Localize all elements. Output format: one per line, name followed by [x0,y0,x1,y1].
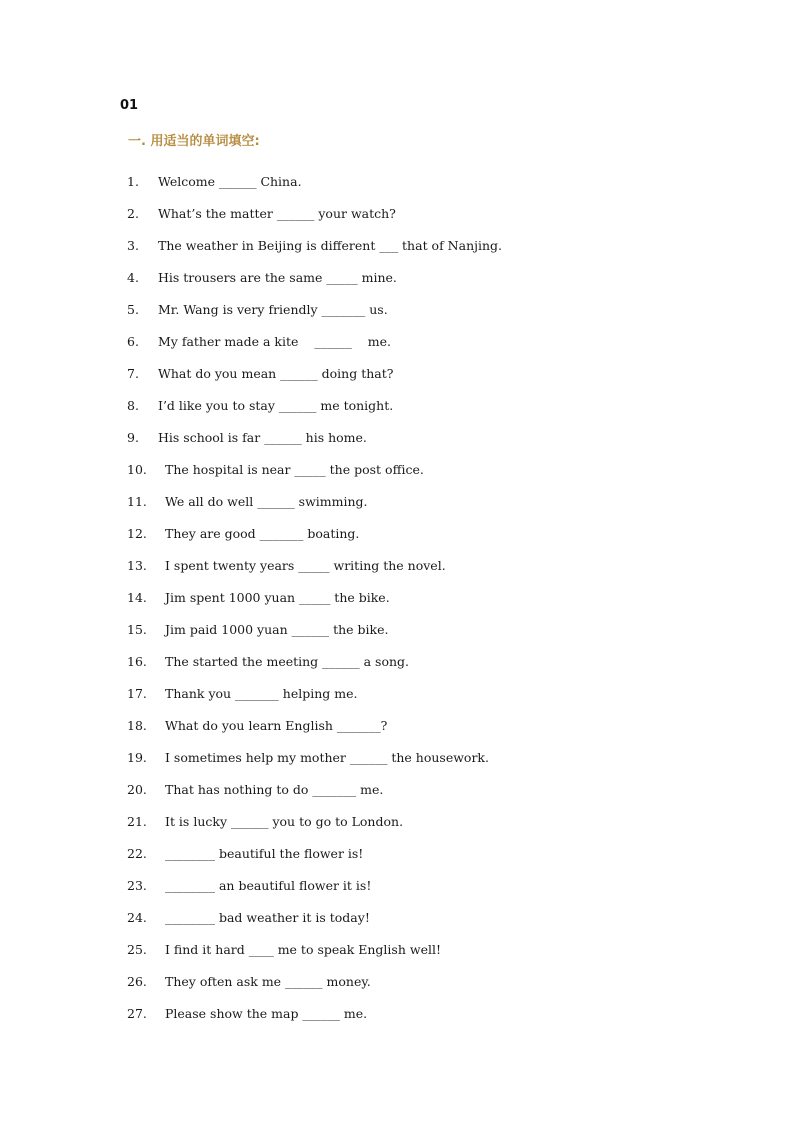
question-text: The hospital is near _____ the post office. [165,462,424,477]
question-text: They often ask me ______ money. [165,974,371,989]
question-item [127,588,502,620]
question-number: 18. [127,718,147,733]
question-item [127,748,502,780]
question-text: His trousers are the same _____ mine. [158,270,397,285]
question-item [127,652,502,684]
question-number: 6. [127,334,139,349]
question-number: 16. [127,654,147,669]
question-item [127,492,502,524]
question-item [127,556,502,588]
question-text: I sometimes help my mother ______ the housework. [165,750,489,765]
question-text: What do you mean ______ doing that? [158,366,394,381]
question-number: 3. [127,238,139,253]
question-text: ________ beautiful the flower is! [165,846,364,861]
question-item [127,300,502,332]
question-number: 17. [127,686,147,701]
question-text: What do you learn English _______? [165,718,388,733]
question-number: 26. [127,974,147,989]
question-text: I spent twenty years _____ writing the novel. [165,558,446,573]
section-heading: 一. 用适当的单词填空: [128,134,260,149]
question-item [127,684,502,716]
question-item [127,812,502,844]
question-number: 24. [127,910,147,925]
question-list [127,172,502,1036]
question-text: The started the meeting ______ a song. [165,654,410,669]
question-text: Mr. Wang is very friendly _______ us. [158,302,388,317]
question-text: It is lucky ______ you to go to London. [165,814,404,829]
question-text: I find it hard ____ me to speak English well! [165,942,441,957]
question-number: 27. [127,1006,147,1021]
question-number: 14. [127,590,147,605]
question-number: 10. [127,462,147,477]
question-text: What’s the matter ______ your watch? [158,206,396,221]
question-text: Please show the map ______ me. [165,1006,368,1021]
question-item [127,524,502,556]
question-number: 4. [127,270,139,285]
question-text: Jim spent 1000 yuan _____ the bike. [165,590,390,605]
question-text: That has nothing to do _______ me. [165,782,384,797]
question-number: 7. [127,366,139,381]
question-number: 23. [127,878,147,893]
section-number: 01 [120,98,139,113]
question-item [127,204,502,236]
question-item [127,1004,502,1036]
question-item [127,396,502,428]
question-item [127,780,502,812]
question-item [127,428,502,460]
question-item [127,940,502,972]
question-item [127,268,502,300]
question-text: Jim paid 1000 yuan ______ the bike. [165,622,389,637]
question-text: I’d like you to stay ______ me tonight. [158,398,394,413]
question-item [127,332,502,364]
question-text: We all do well ______ swimming. [165,494,368,509]
question-number: 21. [127,814,147,829]
question-number: 12. [127,526,147,541]
question-text: His school is far ______ his home. [158,430,367,445]
question-text: They are good _______ boating. [165,526,360,541]
question-item [127,364,502,396]
question-number: 5. [127,302,139,317]
question-number: 25. [127,942,147,957]
question-text: The weather in Beijing is different ___ that of Nanjing. [158,238,503,253]
question-number: 8. [127,398,139,413]
question-item [127,620,502,652]
question-item [127,876,502,908]
question-text: Thank you _______ helping me. [165,686,358,701]
question-number: 11. [127,494,147,509]
question-item [127,460,502,492]
question-number: 19. [127,750,147,765]
question-text: My father made a kite ______ me. [158,334,391,349]
question-item [127,236,502,268]
question-item [127,716,502,748]
question-item [127,908,502,940]
question-number: 2. [127,206,139,221]
question-number: 20. [127,782,147,797]
question-number: 22. [127,846,147,861]
question-number: 1. [127,174,139,189]
question-item [127,844,502,876]
question-text: Welcome ______ China. [158,174,302,189]
question-number: 15. [127,622,147,637]
question-text: ________ an beautiful flower it is! [165,878,372,893]
question-number: 9. [127,430,139,445]
question-text: ________ bad weather it is today! [165,910,370,925]
question-number: 13. [127,558,147,573]
question-item [127,172,502,204]
question-item [127,972,502,1004]
